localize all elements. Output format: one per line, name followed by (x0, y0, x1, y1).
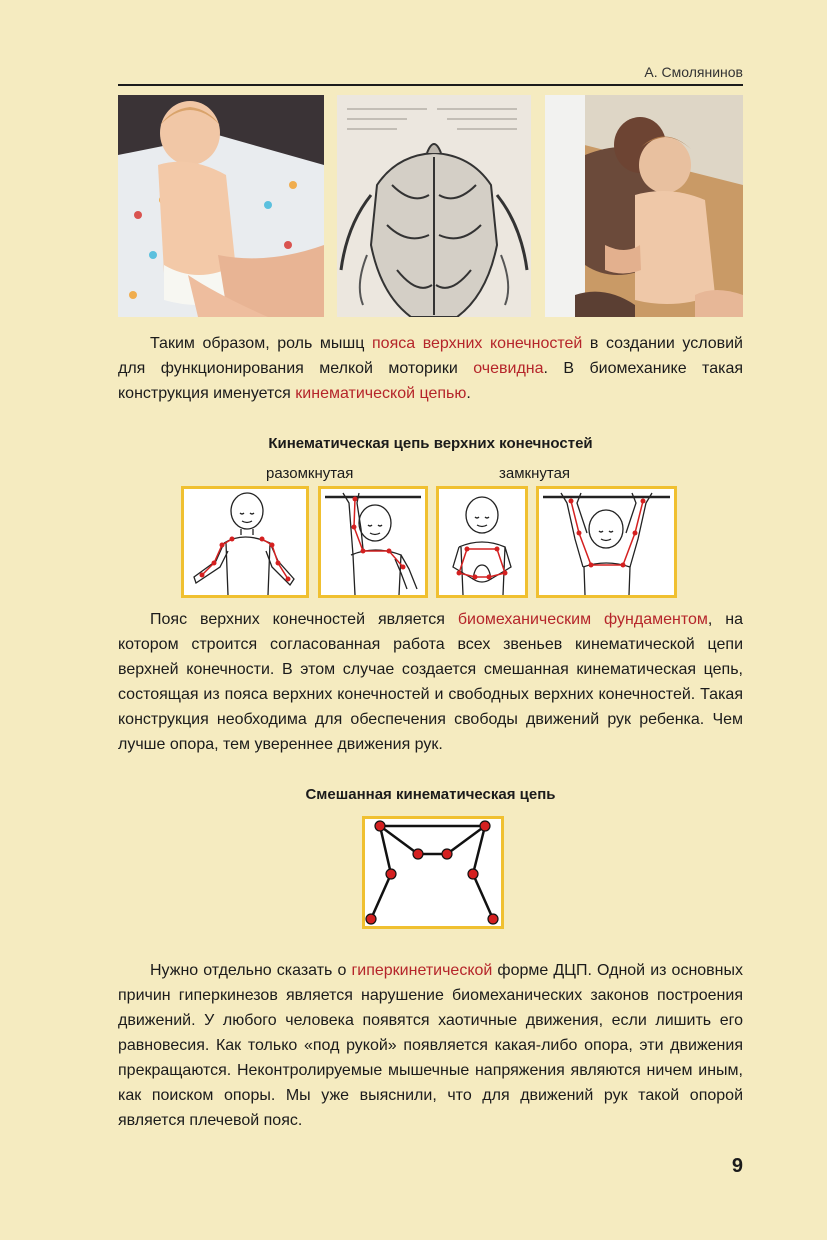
paragraph-2 (118, 607, 743, 757)
paragraph-3 (118, 958, 743, 1133)
child-back-photo (118, 95, 324, 317)
figure-open-arm-up (318, 486, 428, 598)
paragraph-text: Пояс верхних конечностей является (150, 611, 458, 628)
paragraph-text: форме ДЦП. Одной из основных причин гиперкинезов является нарушение биомеханических законов построения движений. У любого человека появятся хаотичные движения, если лишить его равновесия. Как только «под рукой» появляется какая-либо опора, эти движения прекращаются. Неконтролируемые мышечные напряжения являются ничем иным, как поиском опоры. Мы уже выяснили, что для движений рук такой опорой является плечевой пояс. (118, 962, 744, 1129)
figure2-title: Смешанная кинематическая цепь (305, 786, 556, 803)
therapist-child-photo (545, 95, 743, 317)
paragraph-text: в создании условий для функционирования мелкой моторики (118, 335, 743, 377)
figure1-title: Кинематическая цепь верхних конечностей (268, 435, 593, 452)
figure-open-arms-down (181, 486, 309, 598)
highlight-term: очевидна (473, 360, 544, 377)
paragraph-text: . (466, 385, 471, 402)
anatomy-sketch (337, 95, 531, 317)
paragraph-text: , на котором строится согласованная работа всех звеньев кинематической цепи верхней конечности. В этом случае создается смешанная кинематическая цепь, состоящая из пояса верхних конечностей и свободных верхних конечностей. Такая конструкция необходима для обеспечения свободы движений рук ребенка. Чем лучше опора, тем увереннее движения рук. (118, 611, 743, 753)
page-number: 9 (731, 1155, 743, 1177)
mixed-chain-diagram (362, 816, 504, 929)
figure-closed-arms-up (536, 486, 677, 598)
highlight-term: кинематической цепью (295, 385, 467, 402)
paragraph-text: Таким образом, роль мышц (150, 335, 372, 352)
label-open-chain: разомкнутая (266, 465, 354, 482)
paragraph-text: Нужно отдельно сказать о (150, 962, 352, 979)
figure-closed-hands-together (436, 486, 528, 598)
header-author: А. Смолянинов (644, 64, 743, 80)
label-closed-chain: замкнутая (499, 465, 571, 482)
header-rule (118, 84, 743, 86)
highlight-term: гиперкинетической (351, 962, 493, 979)
highlight-term: пояса верхних конечностей (372, 335, 583, 352)
paragraph-1 (118, 331, 743, 406)
paragraph-text: . В биомеханике такая конструкция именуется (118, 360, 744, 402)
highlight-term: биомеханическим фундаментом (457, 611, 708, 628)
